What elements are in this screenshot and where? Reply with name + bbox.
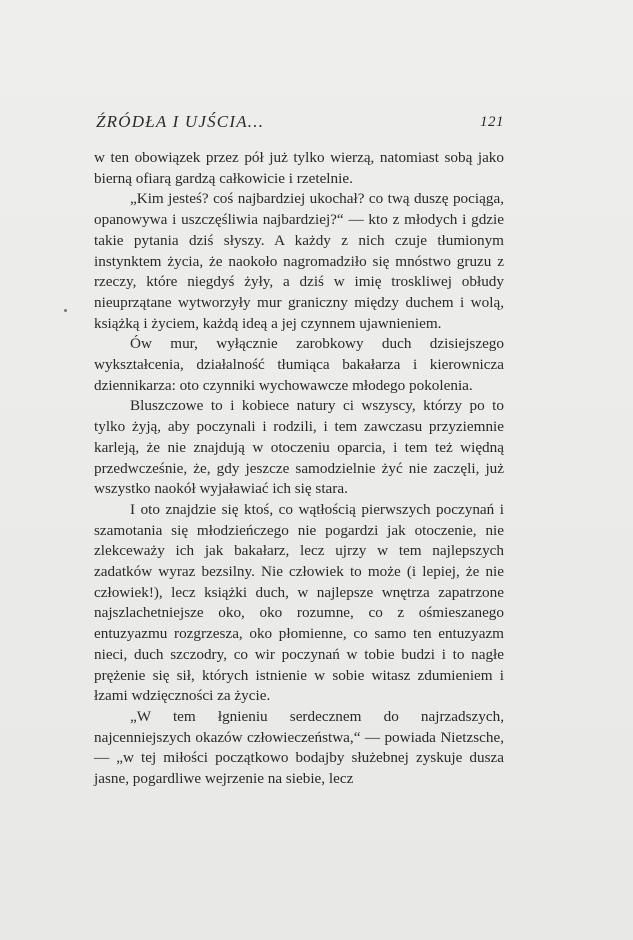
- paragraph-continuation: w ten obowiązek przez pół już tylko wierzą, natomiast sobą jako bierną ofiarą gardzą całkowicie i rzetelnie.: [94, 149, 504, 187]
- paragraph: „Kim jesteś? coś najbardziej ukochał? co twą duszę pociąga, opanowywa i uszczęśliwia najbardziej?“ — kto z młodych i gdzie takie pytania dziś słyszy. A każdy z nich czuje tłumionym instynktem życia, że naokoło nagromadziło się mnóstwo gruzu z rzeczy, które niegdyś żyły, a dziś w imię troskliwej obłudy nieuprzątane wytworzyły mur graniczny między duchem i wolą, książką i życiem, każdą ideą a jej czynnem ujawnieniem.: [94, 190, 504, 332]
- body-text: [94, 148, 504, 790]
- page-number: 121: [480, 114, 504, 130]
- paragraph: Ów mur, wyłącznie zarobkowy duch dzisiejszego wykształcenia, działalność tłumiąca bakałarza i kierownicza dziennikarza: oto czynniki wychowawcze młodego pokolenia.: [94, 335, 504, 394]
- running-title: ŹRÓDŁA I UJŚCIA...: [96, 112, 265, 131]
- paragraph-quote: „W tem łgnieniu serdecznem do najrzadszych, najcenniejszych okazów człowieczeństwa,“ — powiada Nietzsche, — „w tej miłości początkowo bodajby służebnej zyskuje dusza jasne, pogardliwe wejrzenie na siebie, lecz: [94, 707, 504, 788]
- paragraph: Bluszczowe to i kobiece natury ci wszyscy, którzy po to tylko żyją, aby poczynali i rodzili, i tem zawczasu przyziemnie karleją, że nie znajdują w otoczeniu oparcia, i tem też więdną przedwcześnie, że, gdy jeszcze samodzielnie żyć nie zaczęli, już wszystko naokół wyjaławiać ich się stara.: [94, 397, 504, 498]
- margin-mark: [64, 309, 67, 312]
- paragraph: I oto znajdzie się ktoś, co wątłością pierwszych poczynań i szamotania się młodzieńczego nie pogardzi jak otoczenie, nie zlekceważy ich jak bakałarz, lecz ujrzy w tem najlepszych zadatków wyraz bezsilny. Nie człowiek to może (i lepiej, że nie człowiek!), lecz książki duch, w najlepsze wnętrza zapatrzone najszlachetniejsze oko, oko rozumne, co z ośmieszanego entuzyazmu rozgrzesza, oko płomienne, co samo ten entuzyazm nieci, duch szczodry, co wir poczynań w tobie budzi i to nagłe prężenie się sił, których istnienie w sobie witasz zdumieniem i łzami wdzięczności za życie.: [94, 500, 504, 705]
